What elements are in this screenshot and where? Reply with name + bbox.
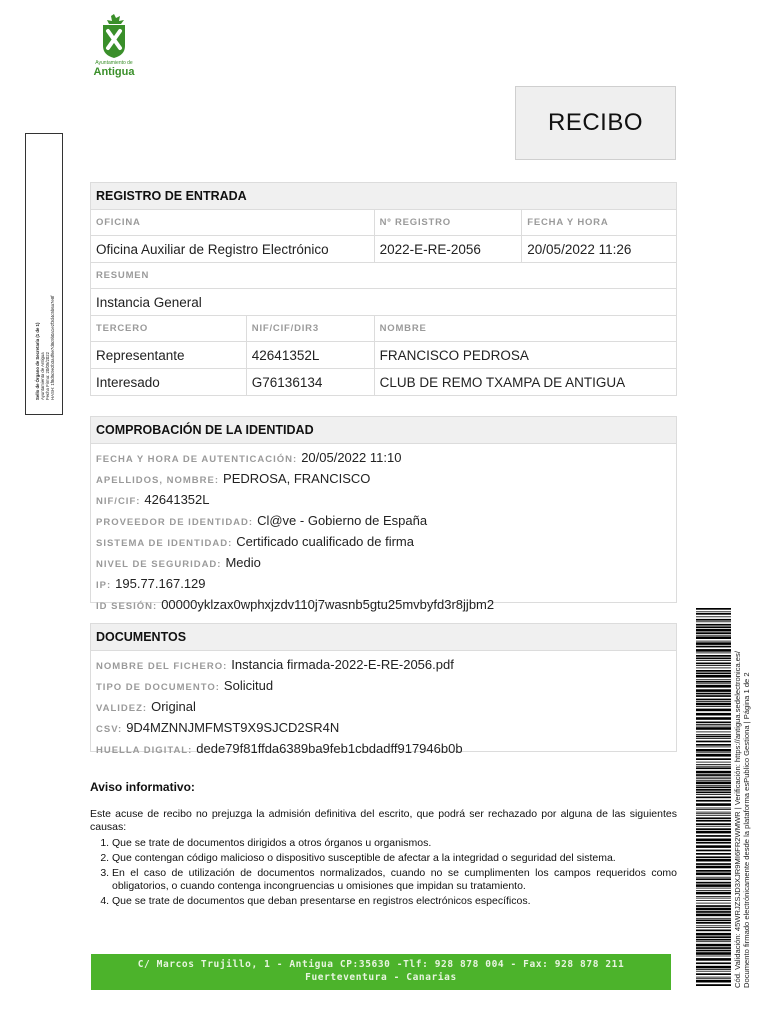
identidad-row: APELLIDOS, NOMBRE: PEDROSA, FRANCISCO <box>96 471 371 486</box>
side-ref-line: Documento firmado electrónicamente desde la plataforma esPublico Gestiona | Página 1 de 2 <box>742 672 751 988</box>
logo <box>86 12 142 82</box>
identidad-row: NIF/CIF: 42641352L <box>96 492 210 507</box>
nif-label: NIF/CIF/DIR3 <box>246 316 374 342</box>
footer-line: Fuerteventura - Canarias <box>305 972 457 983</box>
tercero-nif: G76136134 <box>246 369 374 396</box>
list-item: 2. Que contengan código malicioso o dispositivo susceptible de afectar a la integridad o seguridad del sistema. <box>112 852 677 865</box>
documento-row: HUELLA DIGITAL: dede79f81ffda6389ba9feb1cbdadff917946b0b <box>96 741 463 756</box>
tercero-tipo: Representante <box>91 342 247 369</box>
num-registro-value: 2022-E-RE-2056 <box>374 236 522 263</box>
identidad-row: SISTEMA DE IDENTIDAD: Certificado cualificado de firma <box>96 534 414 549</box>
seal-title: Sello de Órgano de Secretaría (1 de 1) <box>35 322 40 400</box>
fecha-hora-label: FECHA Y HORA <box>522 210 677 236</box>
documento-row: CSV: 9D4MZNNJMFMST9X9SJCD2SR4N <box>96 720 340 735</box>
oficina-value: Oficina Auxiliar de Registro Electrónico <box>91 236 375 263</box>
documentos-section <box>90 623 677 756</box>
identidad-row: ID SESIÓN: 00000yklzax0wphxjzdv110j7wasnb5gtu25mvbyfd3r8jjbm2 <box>96 597 495 612</box>
table-row <box>91 369 677 396</box>
registro-section-title: REGISTRO DE ENTRADA <box>91 183 677 210</box>
table-row <box>91 342 677 369</box>
documento-row: TIPO DE DOCUMENTO: Solicitud <box>96 678 274 693</box>
resumen-label: RESUMEN <box>91 263 677 289</box>
seal-line: HASH: 1f8d5c9e2b3a4f6e7d8c9b0a1e2f3d4c5b6a7e8f <box>50 295 55 400</box>
seal-line: Fecha Firma: 20/05/2022 <box>45 351 50 400</box>
seal-box <box>25 133 63 415</box>
tercero-nombre: CLUB DE REMO TXAMPA DE ANTIGUA <box>374 369 676 396</box>
oficina-label: OFICINA <box>91 210 375 236</box>
identidad-section <box>90 416 677 612</box>
nombre-label: NOMBRE <box>374 316 676 342</box>
documento-row: VALIDEZ: Original <box>96 699 196 714</box>
aviso-section <box>90 780 677 910</box>
seal-text <box>31 128 69 410</box>
aviso-intro: Este acuse de recibo no prejuzga la admisión definitiva del escrito, que podrá ser rechazado por alguna de las siguientes causas: <box>90 808 677 833</box>
tercero-tipo: Interesado <box>91 369 247 396</box>
identidad-row: NIVEL DE SEGURIDAD: Medio <box>96 555 261 570</box>
fecha-hora-value: 20/05/2022 11:26 <box>522 236 677 263</box>
side-verification-text <box>733 608 761 988</box>
aviso-list <box>90 837 677 908</box>
num-registro-label: Nº REGISTRO <box>374 210 522 236</box>
tercero-label: TERCERO <box>91 316 247 342</box>
side-ref-line: Cód. Validación: 45WRJZSJD3XJR9MI6FR2WMWR | Verificación: https://antigua.sedelectronica.es/ <box>733 651 742 988</box>
list-item: 1. Que se trate de documentos dirigidos a otros órganos u organismos. <box>112 837 677 850</box>
tercero-nombre: FRANCISCO PEDROSA <box>374 342 676 369</box>
logo-name: Antigua <box>93 66 135 78</box>
resumen-value: Instancia General <box>91 289 677 316</box>
identidad-section-title: COMPROBACIÓN DE LA IDENTIDAD <box>91 417 676 444</box>
logo-subtitle: Ayuntamiento de <box>95 60 133 66</box>
aviso-title: Aviso informativo: <box>90 780 195 794</box>
coat-of-arms-icon <box>99 12 129 60</box>
registro-table <box>90 182 677 396</box>
documento-row: NOMBRE DEL FICHERO: Instancia firmada-2022-E-RE-2056.pdf <box>96 657 454 672</box>
identidad-row: PROVEEDOR DE IDENTIDAD: Cl@ve - Gobierno de España <box>96 513 428 528</box>
document-title <box>515 86 676 160</box>
document-title-text: RECIBO <box>547 109 643 136</box>
documentos-section-title: DOCUMENTOS <box>91 624 676 651</box>
list-item: 4. Que se trate de documentos que deban presentarse en registros electrónicos específicos. <box>112 895 677 908</box>
barcode-icon <box>696 608 731 986</box>
list-item: 3. En el caso de utilización de documentos normalizados, cuando no se cumplimenten los campos requeridos como obligatorios, o cuando contenga incongruencias u omisiones que impidan su tratamiento. <box>112 867 677 893</box>
footer-address <box>91 954 671 990</box>
footer-line: C/ Marcos Trujillo, 1 - Antigua CP:35630 -Tlf: 928 878 004 - Fax: 928 878 211 <box>137 959 625 970</box>
identidad-row: FECHA Y HORA DE AUTENTICACIÓN: 20/05/2022 11:10 <box>96 450 402 465</box>
tercero-nif: 42641352L <box>246 342 374 369</box>
identidad-row: IP: 195.77.167.129 <box>96 576 206 591</box>
seal-line: Ayuntamiento de Antigua <box>40 352 45 400</box>
